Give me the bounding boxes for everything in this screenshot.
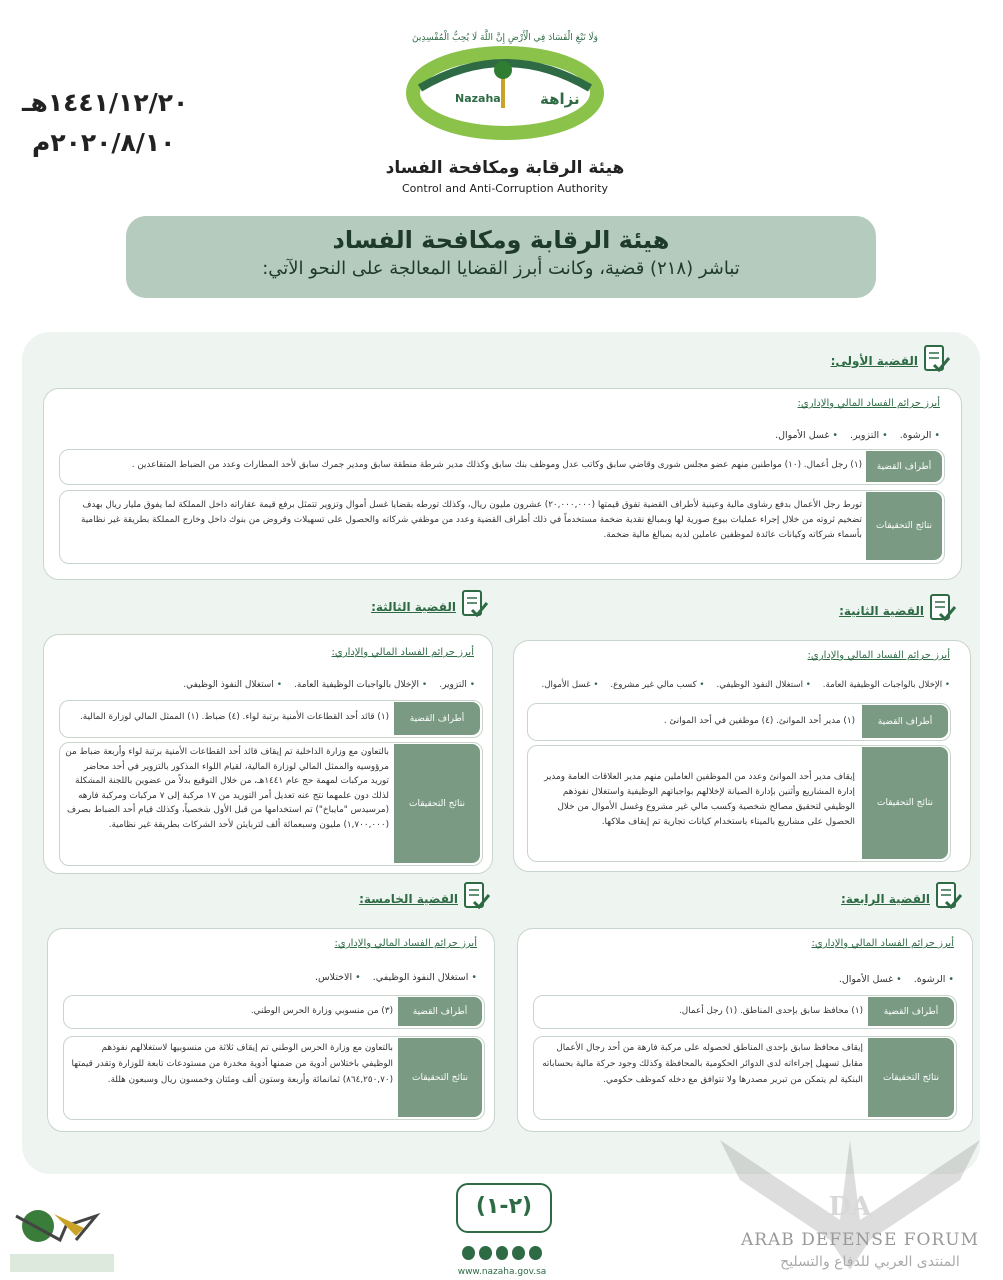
case-5-parties-label: أطراف القضية xyxy=(398,997,482,1026)
case-1-category: أبرز جرائم الفساد المالي والإداري: xyxy=(797,398,940,409)
case-2-category: أبرز جرائم الفساد المالي والإداري: xyxy=(807,650,950,661)
case-1-crimes xyxy=(560,430,940,441)
crime-item: • غسل الأموال. xyxy=(542,680,599,690)
page-number: (٢-١) xyxy=(456,1183,552,1233)
logo-en: Nazaha xyxy=(455,92,501,105)
crime-item: • الاختلاس. xyxy=(315,972,361,983)
youtube-icon[interactable] xyxy=(462,1246,475,1260)
case-2-parties-text: (١) مدير أحد الموانئ. (٤) موظفين في أحد الموانئ . xyxy=(663,716,855,726)
case-3-parties-text: (١) قائد أحد القطاعات الأمنية برتبة لواء. (٤) ضباط. (١) الممثل المالي لوزارة المالية. xyxy=(80,712,389,722)
crime-item: • غسل الأموال. xyxy=(775,430,838,441)
snapchat-icon[interactable] xyxy=(479,1246,492,1260)
nazaha-logo xyxy=(400,18,610,148)
case-2-results-label: نتائج التحقيقات xyxy=(862,747,948,859)
banner-subtitle: تباشر (٢١٨) قضية، وكانت أبرز القضايا المعالجة على النحو الآتي: xyxy=(262,258,740,279)
crime-item: • الرشوة. xyxy=(914,974,954,985)
case-3-results-label: نتائج التحقيقات xyxy=(394,744,480,863)
website-link[interactable]: www.nazaha.gov.sa xyxy=(457,1267,547,1277)
svg-text:DA: DA xyxy=(828,1192,872,1222)
logo-ar: نزاهة xyxy=(540,90,580,108)
case-5-crimes xyxy=(150,972,477,983)
case-4-title: القضية الرابعة: xyxy=(841,892,930,906)
crime-item: • كسب مالي غير مشروع. xyxy=(610,680,704,690)
case-4-crimes xyxy=(620,974,954,985)
case-4-results-label: نتائج التحقيقات xyxy=(868,1038,954,1117)
checklist-icon xyxy=(460,588,488,620)
crime-item: • استغلال النفوذ الوظيفي. xyxy=(716,680,810,690)
facebook-icon[interactable] xyxy=(496,1246,509,1260)
case-3-results-text: بالتعاون مع وزارة الداخلية تم إيقاف قائد أحد القطاعات الأمنية برتبة لواء وأربعة ضباط من مرؤوسيه والممثل المالي لوزارة المالية، لقيام اللواء المذكور بالتزوير في أحد محاضر توريد مركبات لمهمة حج عام ١٤٤١هـ، من خلال التوقيع بدلاً من عضوين باللجنة المشكلة لذلك دون علمهما نتج عنه تعديل أمر التوريد من ١٧ مركبة إلى ٧ مركبات ومركبة فارهه (مرسيدس "مايباخ") تم استخدامها من قبل الأول شخصياً، وكذلك قيام أحد الضباط بصرف (١,٧٠٠,٠٠٠) مليون وسبعمائة ألف لتربايثن لأحد الشركات بطريقة غير نظامية. xyxy=(65,747,389,830)
case-4-parties-label: أطراف القضية xyxy=(868,997,954,1026)
arab-defense-forum-watermark xyxy=(700,1100,1000,1280)
crime-item: • التزوير. xyxy=(850,430,888,441)
crime-item: • الإخلال بالواجبات الوظيفية العامة. xyxy=(294,680,427,690)
case-3-crimes xyxy=(60,680,475,690)
case-5-title: القضية الخامسة: xyxy=(359,892,458,906)
case-3-category: أبرز جرائم الفساد المالي والإداري: xyxy=(331,647,474,658)
case-1-results-text: تورط رجل الأعمال بدفع رشاوى مالية وعينية لأطراف القضية تفوق قيمتها (٢٠,٠٠٠,٠٠٠) عشرون مليون ريال، وكذلك تورطه بقضايا غسل أموال وتزوير تتمثل برفع قيمة عقاراته داخل المملكة لما يفوق مليار ريال بهدف تضخيم ثروته من خلال إجراء عمليات بيوع صورية لها وبمبالغ نقدية ضخمة مستخدماً في ذلك أطراف القضية وعدد من موظفي شركاته والحصول على تسهيلات وقروض من بنوك داخل وخارج المملكة بطريقة غير نظامية بأسماء شركاته وكيانات عائدة لموظفين عاملين لديه بمبالغ مالية ضخمة. xyxy=(81,500,862,540)
case-3-parties-label: أطراف القضية xyxy=(394,702,480,735)
crime-item: • غسل الأموال. xyxy=(839,974,902,985)
banner-title: هيئة الرقابة ومكافحة الفساد xyxy=(332,226,670,254)
hijri-date: ١٤٤١/١٢/٢٠هـ xyxy=(22,88,189,117)
checklist-icon xyxy=(462,880,490,912)
case-1-title: القضية الأولى: xyxy=(830,354,918,368)
case-5-parties-text: (٣) من منسوبي وزارة الحرس الوطني. xyxy=(250,1006,393,1016)
case-4-parties-text: (١) محافظ سابق بإحدى المناطق. (١) رجل أعمال. xyxy=(679,1006,863,1016)
case-2-title: القضية الثانية: xyxy=(839,604,924,618)
case-3-title: القضية الثالثة: xyxy=(371,600,456,614)
case-2-crimes xyxy=(520,680,950,690)
logo-verse: وَلَا تَبْغِ الْفَسَادَ فِي الْأَرْضِ إِنَّ اللَّهَ لَا يُحِبُّ الْمُفْسِدِينَ xyxy=(411,33,599,43)
social-icons xyxy=(462,1246,542,1264)
title-banner xyxy=(126,216,876,298)
watermark-text-ar: المنتدى العربي للدفاع والتسليح xyxy=(780,1254,960,1270)
crime-item: • الإخلال بالواجبات الوظيفية العامة. xyxy=(823,680,950,690)
crime-item: • التزوير. xyxy=(439,680,475,690)
case-5-category: أبرز جرائم الفساد المالي والإداري: xyxy=(334,938,477,949)
crime-item: • استغلال النفوذ الوظيفي. xyxy=(373,972,477,983)
checklist-icon xyxy=(928,592,956,624)
crime-item: • الرشوة. xyxy=(900,430,940,441)
forum-badge-logo xyxy=(6,1196,116,1276)
checklist-icon xyxy=(934,880,962,912)
case-4-results-text: إيقاف محافظ سابق بإحدى المناطق لحصوله على مركبة فارهة من أحد رجال الأعمال مقابل تسهيل إجراءاته لدى الدوائر الحكومية بالمحافظة وكذلك وجود حركة مالية بحساباته البنكية لم يتمكن من تبرير مصدرها ولا تتوافق مع دخله كموظف حكومي. xyxy=(542,1043,863,1085)
watermark-text-en: ARAB DEFENSE FORUM xyxy=(740,1230,980,1250)
twitter-icon[interactable] xyxy=(512,1246,525,1260)
gregorian-date: ٢٠٢٠/٨/١٠م xyxy=(32,128,176,157)
case-5-results-label: نتائج التحقيقات xyxy=(398,1038,482,1117)
authority-name-ar: هيئة الرقابة ومكافحة الفساد xyxy=(385,158,625,178)
case-2-parties-label: أطراف القضية xyxy=(862,705,948,738)
authority-name-en: Control and Anti-Corruption Authority xyxy=(402,182,608,195)
case-1-parties-label: أطراف القضية xyxy=(866,451,942,482)
case-1-parties-text: (١) رجل أعمال. (١٠) مواطنين منهم عضو مجلس شورى وقاضي سابق وكاتب عدل وموظف بنك سابق وكذلك مدير شرطة منطقة سابق ومدير جمرك سابق لأحد المطارات وعدد من الضباط المتقاعدين . xyxy=(131,460,862,470)
checklist-icon xyxy=(922,343,950,375)
case-2-results-text: إيقاف مدير أحد الموانئ وعدد من الموظفين العاملين منهم مدير العلاقات العامة ومدير إدارة المشاريع وأثنين بإدارة الصيانة لإخلالهم بواجباتهم الوظيفية واستغلال نفوذهم الوظيفي لتحقيق مصالح شخصية وكسب مالي غير مشروع وغسل الأموال من خلال الحصول على مشاريع بالميناء باستخدام كيانات تجارية تم إيقاف ملاكها. xyxy=(544,772,855,827)
instagram-icon[interactable] xyxy=(529,1246,542,1260)
case-4-category: أبرز جرائم الفساد المالي والإداري: xyxy=(811,938,954,949)
case-1-results-label: نتائج التحقيقات xyxy=(866,492,942,560)
crime-item: • استغلال النفوذ الوظيفي. xyxy=(183,680,282,690)
case-5-results-text: بالتعاون مع وزارة الحرس الوطني تم إيقاف ثلاثة من منسوبيها لاستغلالهم نفوذهم الوظيفي باختلاس أدوية من ضمنها أدوية مخدرة من مستودعات تابعة للوزارة وتقدر قيمتها (٨٦٤,٢٥٠,٧٠) ثمانمائة وأربعة وستون ألف ومئتان وخمسون ريال وسبعون هللة. xyxy=(71,1043,393,1085)
